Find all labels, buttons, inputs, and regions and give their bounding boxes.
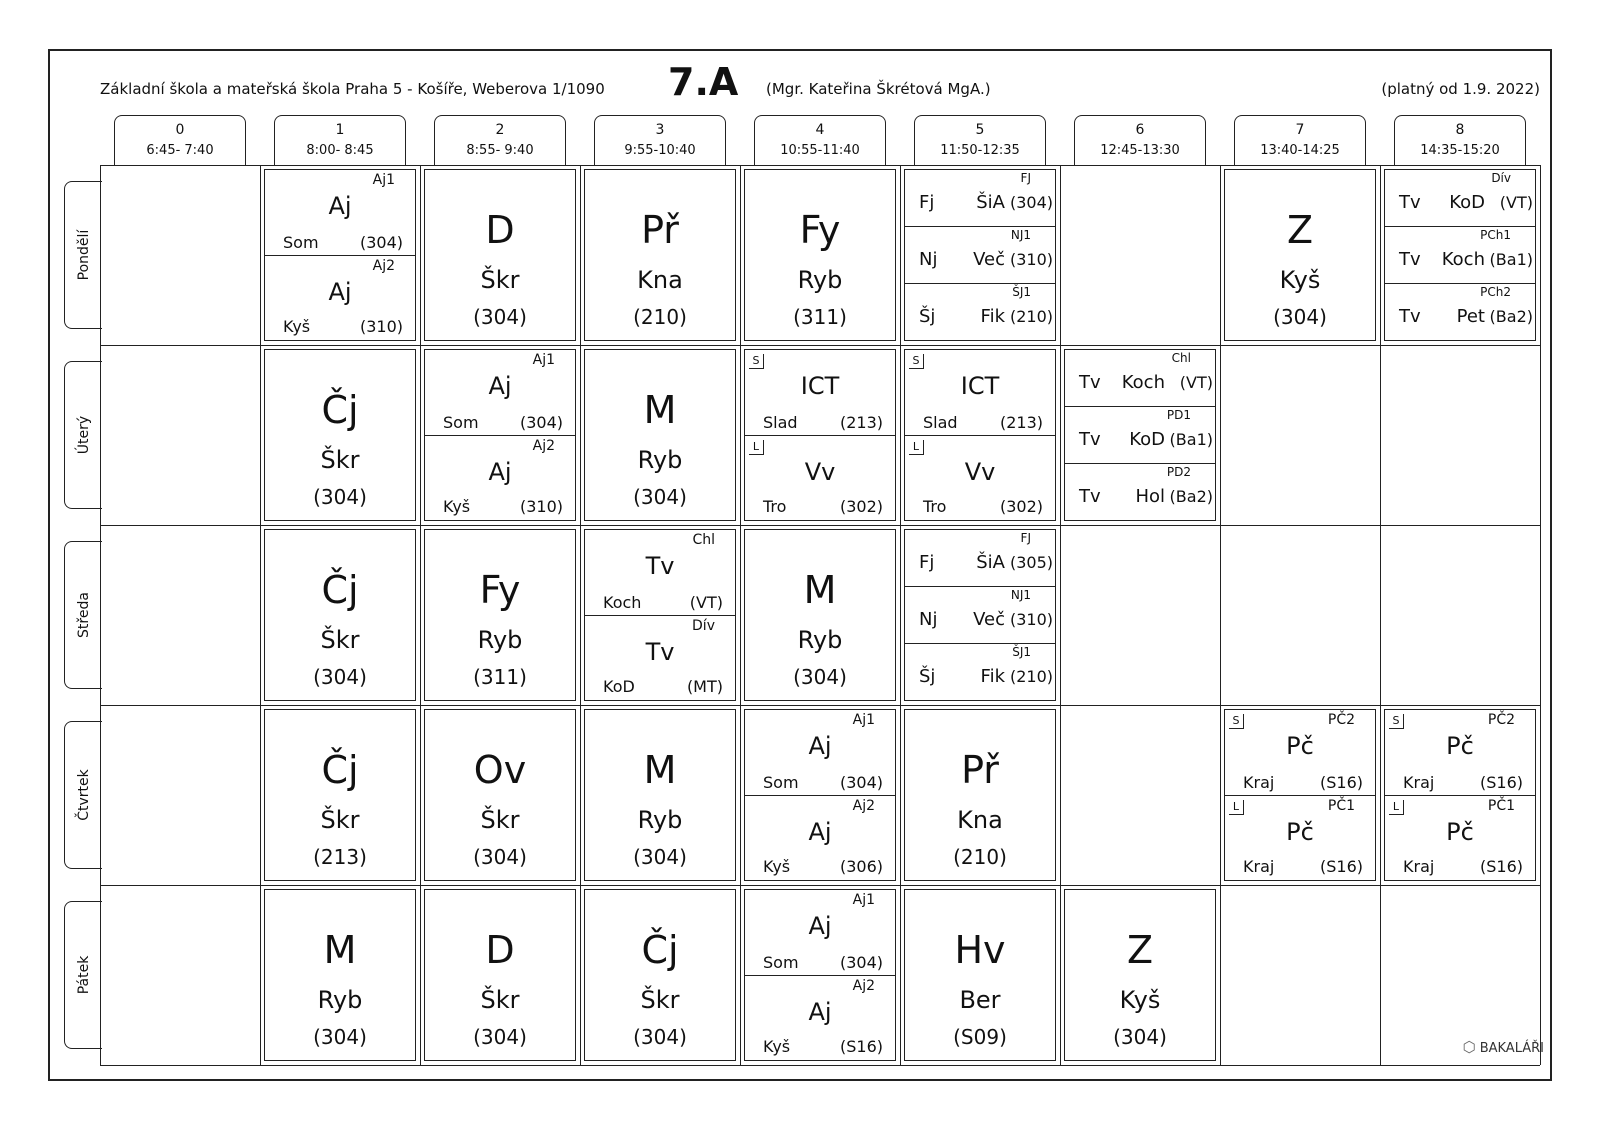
room: (MT) <box>686 677 723 696</box>
teacher: Več <box>973 609 1005 631</box>
room: (S16) <box>1320 772 1363 792</box>
subject: Př <box>641 208 679 252</box>
subject: Aj <box>808 732 832 760</box>
teacher: Kraj <box>1243 857 1275 876</box>
room: (305) <box>1009 553 1053 572</box>
subject: M <box>643 748 677 792</box>
group-code: Aj2 <box>852 797 875 814</box>
teacher: Škr <box>640 986 680 1014</box>
lesson-cell[interactable] <box>584 349 736 521</box>
period-tab <box>1234 115 1366 165</box>
room: (210) <box>1009 666 1053 686</box>
group-code: NJ1 <box>1010 228 1031 243</box>
subject: Fj <box>919 192 935 213</box>
teacher: Ryb <box>637 446 683 474</box>
teacher: Kyš <box>283 317 311 336</box>
subject: Nj <box>919 249 938 271</box>
lesson-group[interactable] <box>1385 283 1535 339</box>
group-code: Aj1 <box>852 892 875 908</box>
period-tab <box>434 115 566 165</box>
period-time: 14:35-15:20 <box>1420 143 1500 158</box>
subject: Aj <box>328 277 352 306</box>
period-number: 5 <box>975 122 985 138</box>
room: (S09) <box>953 1025 1007 1049</box>
subject: Př <box>961 748 999 792</box>
lesson-cell[interactable] <box>264 349 416 521</box>
day-tab <box>64 541 102 689</box>
room: (304) <box>793 665 847 689</box>
day-tab <box>64 181 102 329</box>
room: (304) <box>473 305 527 329</box>
week-marker: L <box>749 440 764 455</box>
teacher: Škr <box>480 266 520 294</box>
lesson-group[interactable] <box>1385 226 1535 282</box>
lesson-cell[interactable] <box>1064 349 1216 521</box>
lesson-group[interactable] <box>1385 710 1535 795</box>
subject: M <box>643 388 677 432</box>
subject: M <box>803 568 837 612</box>
subject: Čj <box>321 568 359 612</box>
teacher: Ryb <box>797 626 843 654</box>
bakalari-logo <box>1463 1038 1544 1056</box>
room: (213) <box>839 412 883 432</box>
day-label: Pondělí <box>75 229 92 281</box>
lesson-group[interactable] <box>745 975 895 1060</box>
teacher: KoD <box>1129 429 1165 451</box>
valid-from: (platný od 1.9. 2022) <box>1381 80 1540 98</box>
week-marker: L <box>1389 800 1404 815</box>
lesson-group[interactable] <box>745 795 895 880</box>
teacher: Kyš <box>443 497 471 516</box>
period-time: 6:45- 7:40 <box>146 143 214 158</box>
row-divider <box>100 705 1540 706</box>
room: (VT) <box>689 592 723 612</box>
week-marker: S <box>749 354 764 369</box>
lesson-group[interactable] <box>905 283 1055 339</box>
subject: Pč <box>1286 732 1314 760</box>
group-code: Dív <box>692 617 715 634</box>
period-number: 1 <box>335 122 345 138</box>
room: (304) <box>839 952 883 972</box>
subject: D <box>485 208 515 252</box>
teacher: Škr <box>320 626 360 654</box>
room: (304) <box>359 232 403 252</box>
lesson-group[interactable] <box>1225 795 1375 880</box>
room: (310) <box>519 497 563 516</box>
period-time: 8:00- 8:45 <box>306 143 374 158</box>
room: (S16) <box>840 1037 883 1056</box>
period-number: 8 <box>1455 122 1465 138</box>
row-divider <box>100 1065 1540 1066</box>
teacher: Fik <box>980 665 1005 687</box>
room: (304) <box>519 412 563 432</box>
teacher: Hol <box>1135 485 1165 507</box>
subject: Aj <box>328 192 352 220</box>
period-tab <box>114 115 246 165</box>
room: (210) <box>1009 306 1053 326</box>
room: (304) <box>839 772 883 792</box>
teacher: Som <box>763 772 799 792</box>
period-tab <box>1394 115 1526 165</box>
lesson-cell[interactable] <box>904 889 1056 1061</box>
group-code: Aj1 <box>372 172 395 188</box>
lesson-group[interactable] <box>585 530 735 615</box>
group-code: Aj1 <box>852 712 875 728</box>
room: (S16) <box>1320 857 1363 876</box>
lesson-cell[interactable] <box>744 169 896 341</box>
column-divider <box>740 165 741 1065</box>
lesson-group[interactable] <box>745 350 895 435</box>
room: (304) <box>313 665 367 689</box>
lesson-group[interactable] <box>1065 350 1215 406</box>
group-code: Aj2 <box>372 257 395 274</box>
teacher: Ryb <box>637 806 683 834</box>
subject: Fj <box>919 552 935 573</box>
subject: Fy <box>479 568 521 612</box>
teacher: Kraj <box>1403 772 1435 792</box>
teacher: Tro <box>923 497 947 516</box>
group-code: ŠJ1 <box>1012 644 1031 659</box>
subject: Pč <box>1446 817 1474 846</box>
lesson-group[interactable] <box>1225 710 1375 795</box>
subject: Čj <box>321 388 359 432</box>
subject: Šj <box>919 305 936 327</box>
group-code: Dív <box>1491 171 1511 185</box>
teacher: Kna <box>957 806 1003 834</box>
class-title: 7.A <box>668 60 739 104</box>
lesson-group[interactable] <box>265 255 415 340</box>
subject: Čj <box>321 748 359 792</box>
room: (304) <box>1009 193 1053 212</box>
row-divider <box>100 525 1540 526</box>
lesson-group[interactable] <box>745 890 895 975</box>
subject: Aj <box>808 817 832 846</box>
lesson-cell[interactable] <box>1064 889 1216 1061</box>
teacher: Pet <box>1456 305 1485 327</box>
teacher: Koch <box>1441 249 1485 271</box>
teacher: Slad <box>923 412 958 432</box>
lesson-group[interactable] <box>1385 170 1535 226</box>
lesson-cell[interactable] <box>424 889 576 1061</box>
day-label: Pátek <box>75 955 92 995</box>
subject: Tv <box>1399 192 1421 213</box>
room: (304) <box>473 845 527 869</box>
lesson-group[interactable] <box>745 710 895 795</box>
room: (Ba1) <box>1489 250 1533 270</box>
lesson-cell[interactable] <box>424 349 576 521</box>
room: (304) <box>633 1025 687 1049</box>
room: (310) <box>359 317 403 336</box>
teacher: Škr <box>480 986 520 1014</box>
teacher: Kraj <box>1243 772 1275 792</box>
lesson-group[interactable] <box>265 170 415 255</box>
group-code: FJ <box>1020 531 1031 545</box>
room: (304) <box>633 845 687 869</box>
lesson-group[interactable] <box>905 643 1055 699</box>
column-divider <box>260 165 261 1065</box>
teacher: Koch <box>603 592 642 612</box>
period-number: 6 <box>1135 122 1145 138</box>
column-divider <box>1060 165 1061 1065</box>
teacher: Kna <box>637 266 683 294</box>
room: (213) <box>313 845 367 869</box>
group-code: FJ <box>1020 171 1031 185</box>
lesson-cell[interactable] <box>584 169 736 341</box>
subject: Ov <box>473 748 527 792</box>
room: (310) <box>1009 250 1053 270</box>
teacher: Ryb <box>477 626 523 654</box>
lesson-cell[interactable] <box>1384 169 1536 341</box>
teacher: Koch <box>1121 372 1165 393</box>
lesson-cell[interactable] <box>904 349 1056 521</box>
subject: M <box>323 928 357 972</box>
room: (304) <box>1113 1025 1167 1049</box>
lesson-cell[interactable] <box>424 529 576 701</box>
teacher: Ryb <box>317 986 363 1014</box>
period-number: 3 <box>655 122 665 138</box>
column-divider <box>1220 165 1221 1065</box>
room: (304) <box>473 1025 527 1049</box>
teacher: Ryb <box>797 266 843 294</box>
hexagon-icon: ⬡ <box>1462 1038 1476 1056</box>
group-code: PČ2 <box>1327 712 1355 728</box>
subject: Vv <box>804 457 836 486</box>
group-code: Aj2 <box>852 977 875 994</box>
teacher: Slad <box>763 412 798 432</box>
subject: Aj <box>488 457 512 486</box>
column-divider <box>100 165 101 1065</box>
teacher: Som <box>443 412 479 432</box>
group-code: PCh1 <box>1480 228 1511 243</box>
row-divider <box>100 165 1540 166</box>
period-tab <box>914 115 1046 165</box>
subject: Čj <box>641 928 679 972</box>
group-code: PČ2 <box>1487 712 1515 728</box>
lesson-cell[interactable] <box>744 529 896 701</box>
teacher: Som <box>283 232 319 252</box>
subject: Aj <box>808 912 832 940</box>
column-divider <box>1540 165 1541 1065</box>
day-tab <box>64 361 102 509</box>
day-tab <box>64 901 102 1049</box>
lesson-cell[interactable] <box>584 709 736 881</box>
teacher: Škr <box>480 806 520 834</box>
room: (VT) <box>1499 193 1533 212</box>
day-label: Úterý <box>75 415 92 455</box>
subject: Aj <box>808 997 832 1026</box>
lesson-cell[interactable] <box>264 529 416 701</box>
teacher: Škr <box>320 446 360 474</box>
period-time: 11:50-12:35 <box>940 143 1020 158</box>
lesson-cell[interactable] <box>904 169 1056 341</box>
period-tab <box>594 115 726 165</box>
lesson-group[interactable] <box>905 586 1055 642</box>
lesson-cell[interactable] <box>1224 169 1376 341</box>
subject: Nj <box>919 609 938 631</box>
lesson-cell[interactable] <box>1224 709 1376 881</box>
subject: Pč <box>1446 732 1474 760</box>
class-teacher: (Mgr. Kateřina Škrétová MgA.) <box>766 80 991 98</box>
lesson-cell[interactable] <box>264 169 416 341</box>
subject: Z <box>1126 928 1154 972</box>
day-label: Středa <box>75 592 92 638</box>
subject: Tv <box>1399 305 1421 327</box>
subject: Tv <box>1079 372 1101 393</box>
teacher: Kraj <box>1403 857 1435 876</box>
period-time: 9:55-10:40 <box>624 143 696 158</box>
lesson-group[interactable] <box>905 170 1055 226</box>
lesson-group[interactable] <box>425 350 575 435</box>
teacher: ŠiA <box>976 192 1005 213</box>
group-code: NJ1 <box>1010 588 1031 603</box>
room: (311) <box>473 665 527 689</box>
lesson-cell[interactable] <box>904 709 1056 881</box>
teacher: Kyš <box>763 857 791 876</box>
period-time: 8:55- 9:40 <box>466 143 534 158</box>
lesson-cell[interactable] <box>744 349 896 521</box>
subject: Tv <box>645 637 675 666</box>
column-divider <box>580 165 581 1065</box>
group-code: Aj2 <box>532 437 555 454</box>
subject: Z <box>1286 208 1314 252</box>
lesson-group[interactable] <box>425 435 575 520</box>
teacher: Škr <box>320 806 360 834</box>
period-number: 0 <box>175 122 185 138</box>
period-number: 4 <box>815 122 825 138</box>
group-code: Aj1 <box>532 352 555 368</box>
subject: Aj <box>488 372 512 400</box>
day-label: Čtvrtek <box>75 769 92 821</box>
school-name: Základní škola a mateřská škola Praha 5 - Košíře, Weberova 1/1090 <box>100 80 605 98</box>
room: (213) <box>999 412 1043 432</box>
room: (VT) <box>1179 373 1213 392</box>
lesson-cell[interactable] <box>264 889 416 1061</box>
lesson-cell[interactable] <box>904 529 1056 701</box>
row-divider <box>100 345 1540 346</box>
lesson-group[interactable] <box>905 530 1055 586</box>
lesson-cell[interactable] <box>1384 709 1536 881</box>
subject: Fy <box>799 208 841 252</box>
week-marker: S <box>909 354 924 369</box>
column-divider <box>900 165 901 1065</box>
subject: D <box>485 928 515 972</box>
room: (210) <box>953 845 1007 869</box>
group-code: PCh2 <box>1480 284 1511 299</box>
teacher: KoD <box>1449 192 1485 213</box>
week-marker: S <box>1229 714 1244 729</box>
period-number: 7 <box>1295 122 1305 138</box>
row-divider <box>100 885 1540 886</box>
lesson-cell[interactable] <box>744 709 896 881</box>
lesson-group[interactable] <box>1385 795 1535 880</box>
column-divider <box>420 165 421 1065</box>
lesson-cell[interactable] <box>424 709 576 881</box>
room: (Ba1) <box>1169 430 1213 450</box>
lesson-group[interactable] <box>905 435 1055 520</box>
brand-text: BAKALÁŘI <box>1479 1041 1544 1056</box>
room: (Ba2) <box>1169 486 1213 506</box>
period-tab <box>274 115 406 165</box>
subject: ICT <box>960 372 1000 400</box>
teacher: Tro <box>763 497 787 516</box>
group-code: PČ1 <box>1327 797 1355 814</box>
lesson-group[interactable] <box>905 350 1055 435</box>
period-tab <box>1074 115 1206 165</box>
subject: Tv <box>1079 485 1101 507</box>
teacher: ŠiA <box>976 552 1005 573</box>
room: (304) <box>633 485 687 509</box>
group-code: Chl <box>692 532 715 548</box>
subject: Tv <box>1399 249 1421 271</box>
room: (302) <box>999 497 1043 516</box>
teacher: Kyš <box>763 1037 791 1056</box>
lesson-group[interactable] <box>585 615 735 700</box>
period-time: 12:45-13:30 <box>1100 143 1180 158</box>
lesson-cell[interactable] <box>584 529 736 701</box>
lesson-group[interactable] <box>1065 463 1215 519</box>
subject: Tv <box>645 552 675 580</box>
teacher: KoD <box>603 677 635 696</box>
teacher: Kyš <box>1119 986 1161 1014</box>
teacher: Som <box>763 952 799 972</box>
room: (S16) <box>1480 772 1523 792</box>
lesson-group[interactable] <box>1065 406 1215 462</box>
lesson-group[interactable] <box>745 435 895 520</box>
subject: ICT <box>800 372 840 400</box>
period-number: 2 <box>495 122 505 138</box>
lesson-cell[interactable] <box>744 889 896 1061</box>
lesson-cell[interactable] <box>424 169 576 341</box>
day-tab <box>64 721 102 869</box>
group-code: ŠJ1 <box>1012 284 1031 299</box>
week-marker: L <box>1229 800 1244 815</box>
period-time: 10:55-11:40 <box>780 143 860 158</box>
teacher: Fik <box>980 305 1005 327</box>
group-code: Chl <box>1171 351 1191 365</box>
subject: Šj <box>919 665 936 687</box>
period-tab <box>754 115 886 165</box>
room: (306) <box>839 857 883 876</box>
subject: Vv <box>964 457 996 486</box>
week-marker: L <box>909 440 924 455</box>
group-code: PČ1 <box>1487 797 1515 814</box>
room: (304) <box>313 485 367 509</box>
lesson-cell[interactable] <box>264 709 416 881</box>
subject: Hv <box>954 928 1006 972</box>
room: (210) <box>633 305 687 329</box>
room: (304) <box>1273 305 1327 329</box>
column-divider <box>1380 165 1381 1065</box>
group-code: PD1 <box>1166 408 1191 423</box>
room: (S16) <box>1480 857 1523 876</box>
teacher: Kyš <box>1279 266 1321 294</box>
room: (302) <box>839 497 883 516</box>
week-marker: S <box>1389 714 1404 729</box>
period-time: 13:40-14:25 <box>1260 143 1340 158</box>
room: (310) <box>1009 610 1053 630</box>
group-code: PD2 <box>1166 464 1191 479</box>
lesson-group[interactable] <box>905 226 1055 282</box>
room: (311) <box>793 305 847 329</box>
lesson-cell[interactable] <box>584 889 736 1061</box>
room: (Ba2) <box>1489 306 1533 326</box>
subject: Tv <box>1079 429 1101 451</box>
teacher: Več <box>973 249 1005 271</box>
room: (304) <box>313 1025 367 1049</box>
subject: Pč <box>1286 817 1314 846</box>
teacher: Ber <box>959 986 1001 1014</box>
